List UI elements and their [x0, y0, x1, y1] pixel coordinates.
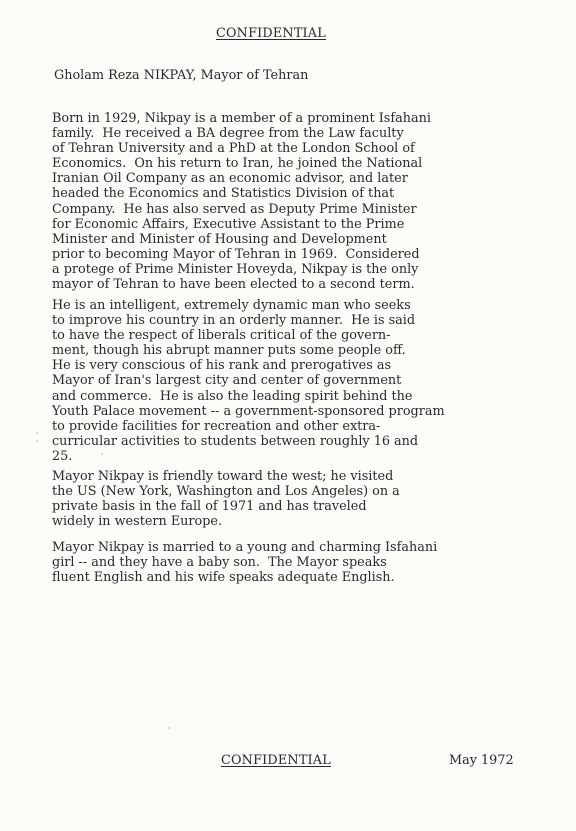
paragraph-family: [52, 540, 552, 585]
scan-speck: [168, 727, 170, 729]
bottom-classification-marking: CONFIDENTIAL: [221, 753, 331, 768]
paragraph-biography: [52, 111, 552, 292]
subject-line: Gholam Reza NIKPAY, Mayor of Tehran: [54, 68, 309, 83]
top-classification-marking: CONFIDENTIAL: [216, 26, 326, 41]
scan-speck: [36, 432, 38, 434]
scan-speck: [101, 453, 103, 455]
scan-speck: [36, 440, 38, 442]
paragraph-character: [52, 298, 552, 464]
paragraph-travel: [52, 469, 552, 529]
paragraph-text: Mayor Nikpay is friendly toward the west; he visited the US (New York, Washington and Los Angeles) on a private basis in the fall of 1971 and has traveled widely in western Europe.: [52, 469, 400, 530]
paragraph-text: He is an intelligent, extremely dynamic man who seeks to improve his country in an orderly manner. He is said to have the respect of liberals critical of the govern- ment, though his abrupt manner puts some people off. He is very conscious of his rank and prerogatives as Mayor of Iran's largest city and center of government and commerce. He is also the leading spirit behind the Youth Palace movement -- a government-sponsored program to provide facilities for recreation and other extra- curricular activities to students between roughly 16 and 25.: [52, 298, 445, 464]
document-date: May 1972: [449, 753, 514, 768]
paragraph-text: Born in 1929, Nikpay is a member of a prominent Isfahani family. He received a BA degree from the Law faculty of Tehran University and a PhD at the London School of Economics. On his return to Iran, he joined the National Iranian Oil Company as an economic advisor, and later headed the Economics and Statistics Division of that Company. He has also served as Deputy Prime Minister for Economic Affairs, Executive Assistant to the Prime Minister and Minister of Housing and Development prior to becoming Mayor of Tehran in 1969. Considered a protege of Prime Minister Hoveyda, Nikpay is the only mayor of Tehran to have been elected to a second term.: [52, 111, 431, 293]
paragraph-text: Mayor Nikpay is married to a young and charming Isfahani girl -- and they have a baby son. The Mayor speaks fluent English and his wife speaks adequate English.: [52, 540, 438, 586]
